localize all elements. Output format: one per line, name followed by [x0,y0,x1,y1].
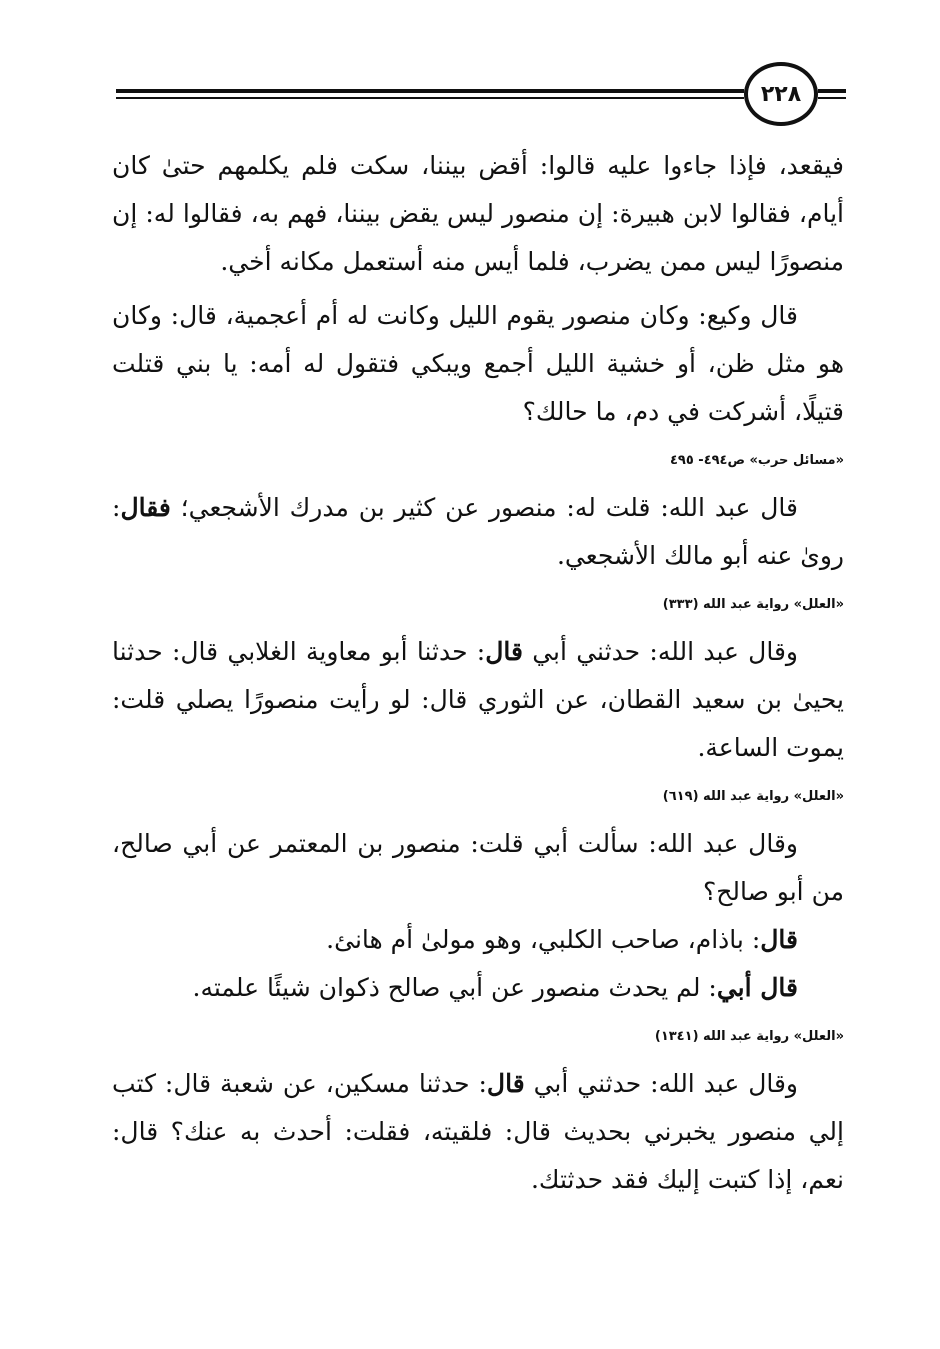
page-header [116,62,846,132]
citation: «العلل» رواية عبد الله (٣٣٣) [662,597,844,612]
paragraph: قال أبي: لم يحدث منصور عن أبي صالح ذكوان شيئًا علمته. [192,973,798,1002]
page-number: ٢٢٨ [760,81,802,107]
header-rule-right-thick [818,89,846,93]
paragraph: قال عبد الله: قلت له: منصور عن كثير بن مدرك الأشجعي؛ فقال: رو‌ىٰ عنه أبو مالك الأشجعي. [112,493,844,570]
paragraph: وقال عبد الله: حدثني أبي قال: حدثنا مسكين، عن شعبة قال: كتب إلي منصور يخبرني بحديث قال: فلقيته، فقلت: أحدث به عنك؟ قال: نعم، إذا كتبت إليك فقد حدثتك. [112,1069,844,1194]
paragraph: فيقعد، فإذا جاءوا عليه قالوا: أقض بيننا، سكت فلم يكلمهم حتىٰ كان أيام، فقالوا لابن هبيرة: إن منصور ليس يقض بيننا، فهم به، فقالوا له: إن منصورًا ليس ممن يضرب، فلما أيس منه أستعمل مكانه أخي. [112,151,844,276]
citation: «مسائل حرب» ص٤٩٤- ٤٩٥ [669,453,844,468]
paragraph: قال: باذام، صاحب الكلبي، وهو مولىٰ أم هانئ. [326,925,798,954]
header-rule-thick [116,89,744,93]
citation: «العلل» رواية عبد الله (١٣٤١) [654,1029,844,1044]
citation: «العلل» رواية عبد الله (٦١٩) [662,789,844,804]
page-number-circle [744,62,818,126]
page-content [112,142,844,1204]
paragraph: وقال عبد الله: حدثني أبي قال: حدثنا أبو معاوية الغلابي قال: حدثنا يحيىٰ بن سعيد القطان، عن الثوري قال: لو رأيت منصورًا يصلي قلت: يموت الساعة. [112,637,844,762]
paragraph: وقال عبد الله: سألت أبي قلت: منصور بن المعتمر عن أبي صالح، من أبو صالح؟ [112,829,844,906]
header-rule-right-thin [818,97,846,99]
paragraph: قال وكيع: وكان منصور يقوم الليل وكانت له أم أعجمية، قال: وكان هو مثل ظن، أو خشية الليل أجمع ويبكي فتقول له أمه: يا بني قتلت قتيلًا، أشركت في دم، ما حالك؟ [112,301,844,426]
header-rule-thin [116,97,744,99]
